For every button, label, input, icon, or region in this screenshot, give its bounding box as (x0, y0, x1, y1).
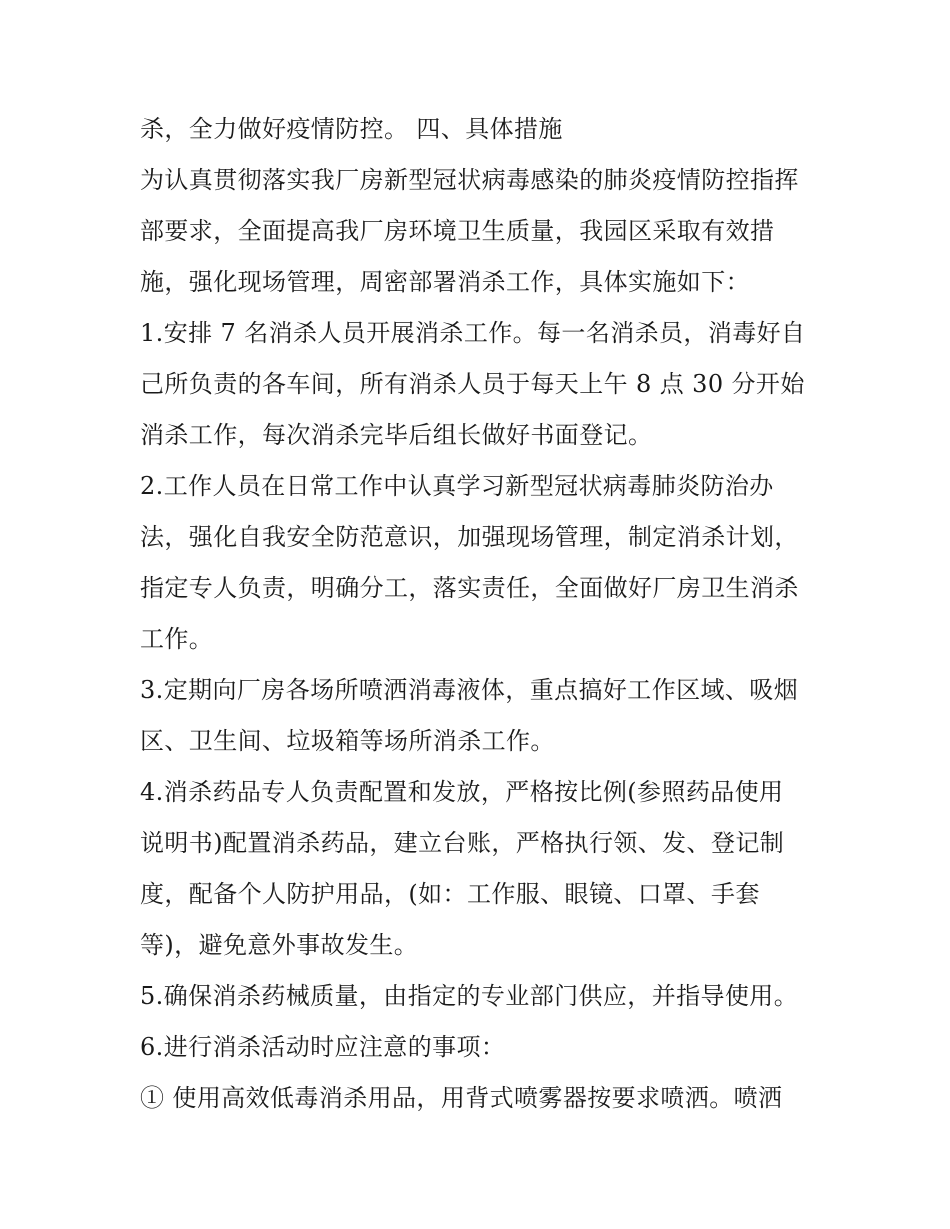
text-line: 杀，全力做好疫情防控。 四、具体措施 (140, 115, 563, 143)
text-line: 指定专人负责，明确分工，落实责任，全面做好厂房卫生消杀 (140, 574, 799, 602)
text-line: 工作。 (140, 625, 214, 653)
text-line: 区、卫生间、垃圾箱等场所消杀工作。 (140, 727, 555, 755)
text-line: 己所负责的各车间，所有消杀人员于每天上午 8 点 30 分开始 (140, 370, 805, 398)
text-line: 法，强化自我安全防范意识，加强现场管理，制定消杀计划， (140, 523, 799, 551)
text-line: 3.定期向厂房各场所喷洒消毒液体，重点搞好工作区域、吸烟 (140, 676, 799, 704)
text-line: ① 使用高效低毒消杀用品，用背式喷雾器按要求喷洒。喷洒 (140, 1084, 783, 1112)
text-line: 2.工作人员在日常工作中认真学习新型冠状病毒肺炎防治办 (140, 472, 774, 500)
text-line: 施，强化现场管理，周密部署消杀工作，具体实施如下： (140, 268, 750, 296)
text-line: 为认真贯彻落实我厂房新型冠状病毒感染的肺炎疫情防控指挥 (140, 166, 799, 194)
text-line: 部要求，全面提高我厂房环境卫生质量，我园区采取有效措 (140, 217, 775, 245)
text-line: 说明书)配置消杀药品，建立台账，严格执行领、发、登记制 (140, 829, 785, 857)
text-line: 等)，避免意外事故发生。 (140, 931, 419, 959)
document-body (140, 104, 820, 1124)
text-line: 消杀工作，每次消杀完毕后组长做好书面登记。 (140, 421, 653, 449)
text-line: 4.消杀药品专人负责配置和发放，严格按比例(参照药品使用 (140, 778, 784, 806)
text-line: 度，配备个人防护用品，(如：工作服、眼镜、口罩、手套 (140, 880, 760, 908)
text-line: 6.进行消杀活动时应注意的事项： (140, 1033, 506, 1061)
text-line: 1.安排 7 名消杀人员开展消杀工作。每一名消杀员，消毒好自 (140, 319, 806, 347)
text-line: 5.确保消杀药械质量，由指定的专业部门供应，并指导使用。 (140, 982, 799, 1010)
